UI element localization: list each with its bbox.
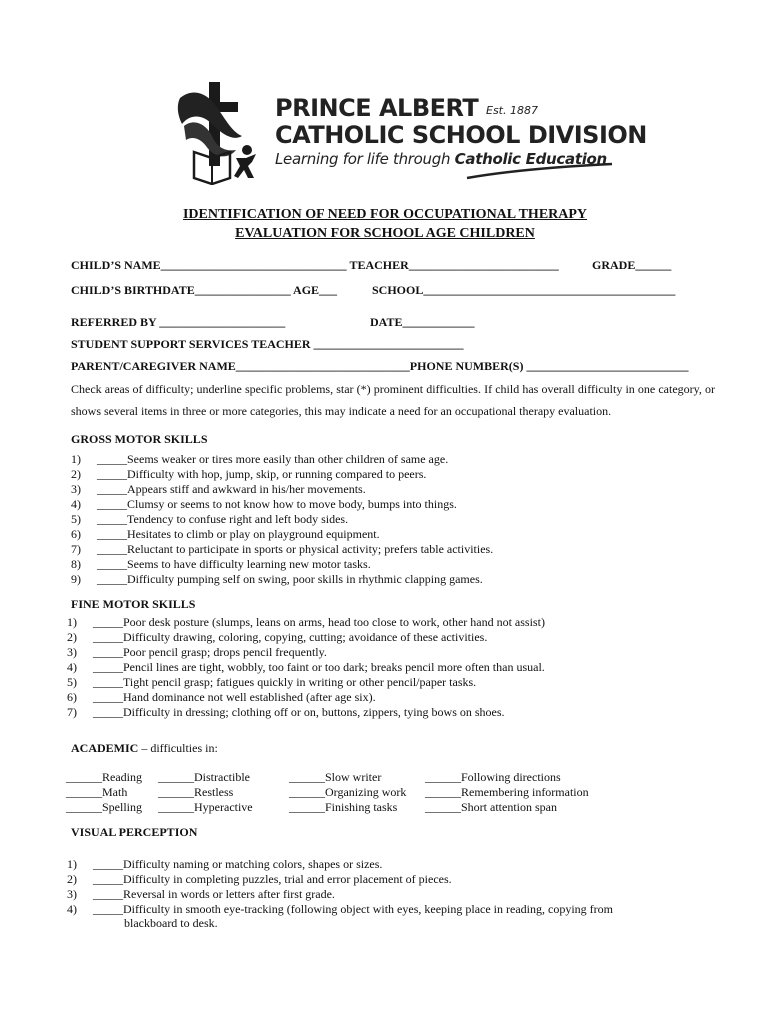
- item-number: 6): [71, 527, 81, 541]
- item-number: 8): [71, 557, 81, 571]
- sst-field[interactable]: STUDENT SUPPORT SERVICES TEACHER _________________________: [71, 337, 464, 351]
- checklist-item[interactable]: [71, 452, 493, 467]
- fine-motor-heading: FINE MOTOR SKILLS: [71, 597, 196, 611]
- parent-phone-field[interactable]: PARENT/CAREGIVER NAME_____________________________PHONE NUMBER(S) ___________________________: [71, 359, 689, 373]
- grade-field[interactable]: GRADE______: [592, 258, 672, 272]
- item-number: 1): [67, 857, 77, 871]
- checklist-item[interactable]: [67, 857, 613, 872]
- date-field[interactable]: DATE____________: [370, 315, 475, 329]
- item-text: _____Tight pencil grasp; fatigues quickly in writing or other pencil/paper tasks.: [93, 675, 477, 689]
- checklist-item[interactable]: [67, 645, 545, 660]
- item-text: _____Hand dominance not well established (after age six).: [93, 690, 376, 704]
- academic-item[interactable]: ______Restless: [158, 785, 234, 799]
- tagline-plain: Learning for life through: [275, 150, 455, 168]
- visual-item-continuation: blackboard to desk.: [124, 916, 218, 930]
- item-text: _____Poor pencil grasp; drops pencil frequently.: [93, 645, 327, 659]
- item-text: _____Difficulty in completing puzzles, trial and error placement of pieces.: [93, 872, 452, 886]
- item-text: _____Difficulty in dressing; clothing off or on, buttons, zippers, tying bows on shoes.: [93, 705, 505, 719]
- item-number: 1): [67, 615, 77, 629]
- academic-col2: [158, 770, 253, 815]
- item-number: 1): [71, 452, 81, 466]
- item-number: 2): [67, 630, 77, 644]
- checklist-item[interactable]: [67, 705, 545, 720]
- item-number: 7): [67, 705, 77, 719]
- checklist-item[interactable]: [67, 630, 545, 645]
- academic-item[interactable]: ______Reading: [66, 770, 142, 784]
- item-text: _____Pencil lines are tight, wobbly, too faint or too dark; breaks pencil more often than usual.: [93, 660, 545, 674]
- checklist-item[interactable]: [71, 467, 493, 482]
- instructions-text: Check areas of difficulty; underline specific problems, star (*) prominent difficulties. If child has overall difficulty in one category, or shows several items in three or more categories, this may indicate a need for an occupational therapy evaluation.: [71, 382, 715, 418]
- referred-by-field[interactable]: REFERRED BY _____________________: [71, 315, 286, 329]
- academic-col4: [425, 770, 589, 815]
- academic-item[interactable]: ______Remembering information: [425, 785, 589, 799]
- item-text: _____Difficulty in smooth eye-tracking (following object with eyes, keeping place in reading, copying from: [93, 902, 613, 916]
- checklist-item[interactable]: [67, 675, 545, 690]
- fine-motor-list: [67, 615, 545, 720]
- school-field[interactable]: SCHOOL__________________________________________: [372, 283, 676, 297]
- item-number: 4): [71, 497, 81, 511]
- item-number: 4): [67, 902, 77, 916]
- item-number: 3): [67, 887, 77, 901]
- item-text: _____Difficulty drawing, coloring, copying, cutting; avoidance of these activities.: [93, 630, 488, 644]
- checklist-item[interactable]: [71, 542, 493, 557]
- item-text: _____Seems to have difficulty learning new motor tasks.: [97, 557, 371, 571]
- checklist-item[interactable]: [67, 872, 613, 887]
- checklist-item[interactable]: [67, 887, 613, 902]
- item-number: 9): [71, 572, 81, 586]
- birthdate-age-field[interactable]: CHILD’S BIRTHDATE________________ AGE___: [71, 283, 338, 297]
- item-number: 2): [71, 467, 81, 481]
- checklist-item[interactable]: [71, 527, 493, 542]
- academic-item[interactable]: ______Math: [66, 785, 128, 799]
- form-title-line2: EVALUATION FOR SCHOOL AGE CHILDREN: [235, 226, 535, 241]
- visual-perception-heading: VISUAL PERCEPTION: [71, 825, 198, 839]
- checklist-item[interactable]: [71, 572, 493, 587]
- checklist-item[interactable]: [67, 690, 545, 705]
- academic-item[interactable]: ______Slow writer: [289, 770, 382, 784]
- academic-heading: [71, 741, 218, 756]
- checklist-item[interactable]: [71, 482, 493, 497]
- academic-heading-rest: – difficulties in:: [138, 741, 218, 755]
- gross-motor-list: [71, 452, 493, 587]
- logo-line2: CATHOLIC SCHOOL DIVISION: [275, 121, 647, 149]
- item-text: _____Reversal in words or letters after first grade.: [93, 887, 335, 901]
- logo-est: Est. 1887: [486, 104, 538, 117]
- item-text: _____Difficulty with hop, jump, skip, or running compared to peers.: [97, 467, 427, 481]
- academic-item[interactable]: ______Following directions: [425, 770, 561, 784]
- checklist-item[interactable]: [67, 660, 545, 675]
- visual-perception-list: [67, 857, 613, 917]
- item-text: _____Reluctant to participate in sports or physical activity; prefers table activities.: [97, 542, 494, 556]
- item-number: 7): [71, 542, 81, 556]
- academic-item[interactable]: ______Finishing tasks: [289, 800, 398, 814]
- item-number: 5): [67, 675, 77, 689]
- academic-col1: [66, 770, 142, 815]
- item-text: _____Clumsy or seems to not know how to move body, bumps into things.: [97, 497, 457, 511]
- checklist-item[interactable]: [71, 512, 493, 527]
- item-text: _____Hesitates to climb or play on playground equipment.: [97, 527, 380, 541]
- item-text: _____Difficulty pumping self on swing, poor skills in rhythmic clapping games.: [97, 572, 483, 586]
- item-text: _____Tendency to confuse right and left body sides.: [97, 512, 349, 526]
- item-number: 4): [67, 660, 77, 674]
- tagline-bold: Catholic Education: [454, 150, 607, 168]
- checklist-item[interactable]: [67, 615, 545, 630]
- item-text: _____Appears stiff and awkward in his/her movements.: [97, 482, 366, 496]
- academic-col3: [289, 770, 406, 815]
- logo-tagline: [275, 150, 607, 168]
- academic-item[interactable]: ______Hyperactive: [158, 800, 253, 814]
- item-number: 6): [67, 690, 77, 704]
- item-number: 3): [71, 482, 81, 496]
- item-text: _____Seems weaker or tires more easily than other children of same age.: [97, 452, 449, 466]
- academic-item[interactable]: ______Organizing work: [289, 785, 407, 799]
- item-text: _____Poor desk posture (slumps, leans on arms, head too close to work, other hand not assist): [93, 615, 545, 629]
- gross-motor-heading: GROSS MOTOR SKILLS: [71, 432, 208, 446]
- item-number: 2): [67, 872, 77, 886]
- checklist-item[interactable]: [67, 902, 613, 917]
- academic-item[interactable]: ______Spelling: [66, 800, 143, 814]
- form-title-line1: IDENTIFICATION OF NEED FOR OCCUPATIONAL THERAPY: [182, 207, 588, 222]
- item-number: 5): [71, 512, 81, 526]
- item-number: 3): [67, 645, 77, 659]
- childs-name-teacher-field[interactable]: CHILD’S NAME_______________________________ TEACHER_________________________: [71, 258, 559, 272]
- item-text: _____Difficulty naming or matching colors, shapes or sizes.: [93, 857, 383, 871]
- academic-item[interactable]: ______Short attention span: [425, 800, 557, 814]
- checklist-item[interactable]: [71, 497, 493, 512]
- academic-item[interactable]: ______Distractible: [158, 770, 250, 784]
- academic-heading-bold: ACADEMIC: [71, 741, 139, 755]
- logo-line1: PRINCE ALBERT: [275, 94, 479, 122]
- checklist-item[interactable]: [71, 557, 493, 572]
